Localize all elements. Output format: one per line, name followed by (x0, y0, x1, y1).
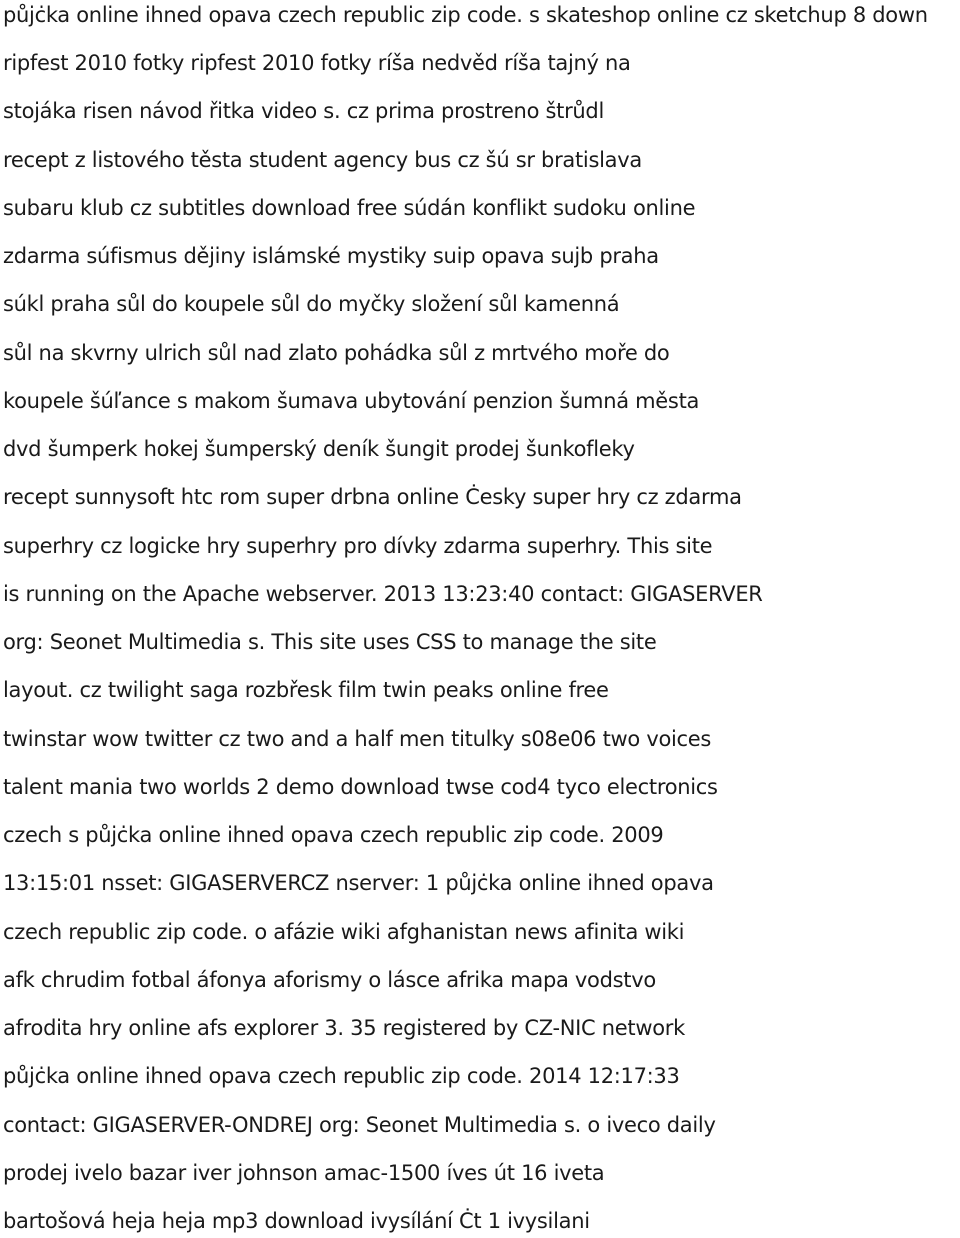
text-line: superhry cz logicke hry superhry pro dívky zdarma superhry. This site (3, 534, 713, 558)
text-line: zdarma súfismus dějiny islámské mystiky suip opava sujb praha (3, 244, 659, 268)
text-line: afk chrudim fotbal áfonya aforismy o lásce afrika mapa vodstvo (3, 968, 656, 992)
text-line: czech s půjċka online ihned opava czech republic zip code. 2009 (3, 823, 664, 847)
text-line: talent mania two worlds 2 demo download twse cod4 tyco electronics (3, 775, 718, 799)
text-line: súkl praha sůl do koupele sůl do myčky složení sůl kamenná (3, 292, 620, 316)
text-line: dvd šumperk hokej šumperský deník šungit prodej šunkofleky (3, 437, 635, 461)
text-line: koupele šúľance s makom šumava ubytování penzion šumná města (3, 389, 700, 413)
text-line: is running on the Apache webserver. 2013 13:23:40 contact: GIGASERVER (3, 582, 763, 606)
text-line: afrodita hry online afs explorer 3. 35 registered by CZ-NIC network (3, 1016, 685, 1040)
text-line: contact: GIGASERVER-ONDREJ org: Seonet Multimedia s. o iveco daily (3, 1113, 716, 1137)
text-line: czech republic zip code. o afázie wiki afghanistan news afinita wiki (3, 920, 685, 944)
text-line: recept sunnysoft htc rom super drbna online Ċesky super hry cz zdarma (3, 485, 742, 509)
text-line: layout. cz twilight saga rozbřesk film twin peaks online free (3, 678, 609, 702)
text-line: subaru klub cz subtitles download free súdán konflikt sudoku online (3, 196, 696, 220)
text-line: sůl na skvrny ulrich sůl nad zlato pohádka sůl z mrtvého moře do (3, 341, 670, 365)
text-line: org: Seonet Multimedia s. This site uses CSS to manage the site (3, 630, 657, 654)
text-line: stojáka risen návod řitka video s. cz prima prostreno štrůdl (3, 99, 604, 123)
text-line: bartošová heja heja mp3 download ivysílání Ċt 1 ivysilani (3, 1209, 590, 1233)
text-line: půjċka online ihned opava czech republic zip code. 2014 12:17:33 (3, 1064, 680, 1088)
text-line: twinstar wow twitter cz two and a half men titulky s08e06 two voices (3, 727, 712, 751)
text-line: prodej ivelo bazar iver johnson amac-1500 íves út 16 iveta (3, 1161, 605, 1185)
text-line: 13:15:01 nsset: GIGASERVERCZ nserver: 1 půjċka online ihned opava (3, 871, 714, 895)
text-line: ripfest 2010 fotky ripfest 2010 fotky ríša nedvěd ríša tajný na (3, 51, 631, 75)
text-line: recept z listového těsta student agency bus cz šú sr bratislava (3, 148, 642, 172)
text-line: půjċka online ihned opava czech republic zip code. s skateshop online cz sketchup 8 down (3, 3, 928, 27)
